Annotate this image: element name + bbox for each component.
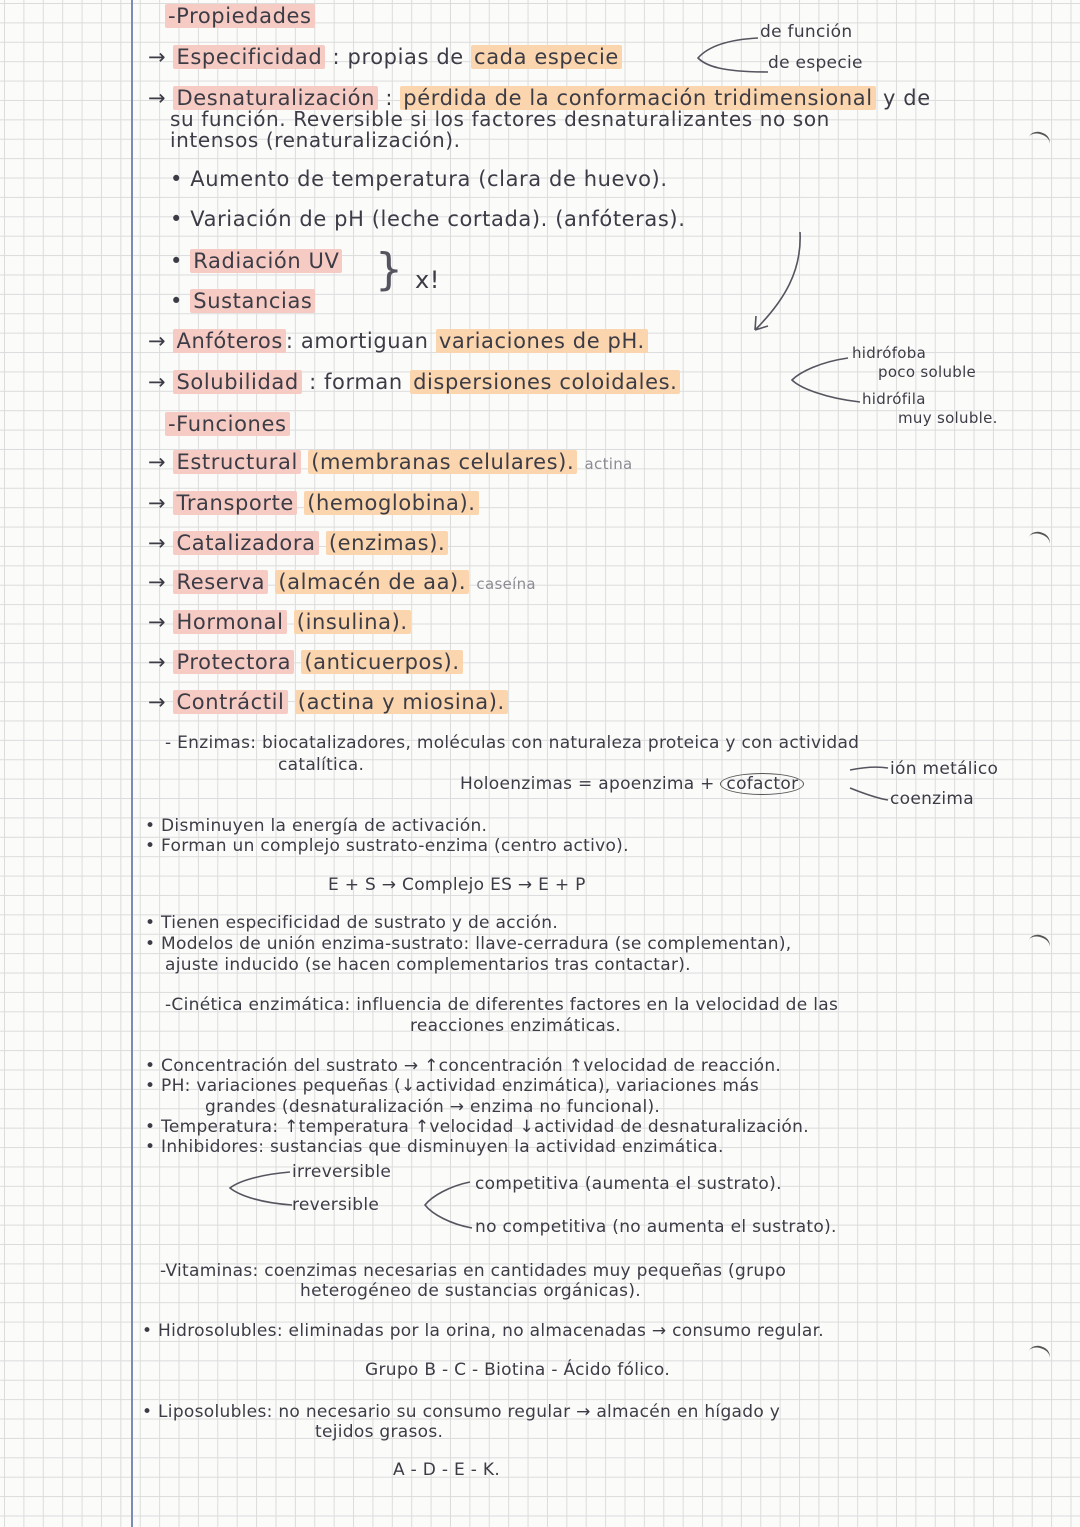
arrow-right-icon: → bbox=[148, 531, 167, 555]
enzyme-bullet-4-cont: ajuste inducido (se hacen complementarios tras contactar). bbox=[165, 955, 691, 975]
solubility-hydrophilic: hidrófila bbox=[862, 390, 926, 408]
denaturation-crossed-1: • Radiación UV bbox=[170, 249, 342, 273]
cofactor-circled: cofactor bbox=[720, 773, 804, 795]
cofactor-branch-top bbox=[850, 767, 888, 770]
function-name: Reserva bbox=[173, 570, 268, 594]
function-note: actina bbox=[584, 455, 633, 473]
arrow-right-icon: → bbox=[148, 570, 167, 594]
denaturation-factor-2: • Variación de pH (leche cortada). (anfóteras). bbox=[170, 207, 686, 231]
function-detail: (actina y miosina). bbox=[295, 690, 508, 714]
reversible-competitive: competitiva (aumenta el sustrato). bbox=[475, 1174, 782, 1194]
cofactor-type-metal-ion: ión metálico bbox=[890, 759, 999, 779]
vitamins-hydrosoluble: • Hidrosolubles: eliminadas por la orina, no almacenadas → consumo regular. bbox=[142, 1321, 824, 1341]
arrow-right-icon: → bbox=[148, 86, 167, 110]
kinetics-factor-4: • Inhibidores: sustancias que disminuyen la actividad enzimática. bbox=[145, 1137, 724, 1157]
vitamins-liposoluble-cont: tejidos grasos. bbox=[315, 1422, 444, 1442]
properties-title-text: -Propiedades bbox=[165, 4, 315, 28]
solubility-low: poco soluble bbox=[878, 363, 977, 381]
function-name: Transporte bbox=[173, 491, 296, 515]
arrow-right-icon: → bbox=[148, 650, 167, 674]
specificity-branch-function: de función bbox=[760, 22, 853, 42]
reversible-branch-lines bbox=[425, 1182, 472, 1228]
arrow-right-icon: → bbox=[148, 370, 167, 394]
function-name: Catalizadora bbox=[173, 531, 318, 555]
kinetics-line-2: reacciones enzimáticas. bbox=[410, 1016, 621, 1036]
functions-title-text: -Funciones bbox=[165, 412, 290, 436]
denaturation-crossed-2: • Sustancias bbox=[170, 289, 315, 313]
amphoteric-sep: : bbox=[285, 329, 294, 353]
cross-mark: x! bbox=[415, 266, 441, 294]
denaturation-highlight: pérdida de la conformación tridimensional bbox=[400, 86, 875, 110]
inhibitor-reversible: reversible bbox=[292, 1195, 380, 1215]
enzyme-bullet-2: • Forman un complejo sustrato-enzima (centro activo). bbox=[145, 836, 629, 856]
kinetics-factor-3: • Temperatura: ↑temperatura ↑velocidad ↓actividad de desnaturalización. bbox=[145, 1117, 809, 1137]
amphoteric-text: amortiguan bbox=[300, 329, 429, 353]
arrow-right-icon: → bbox=[148, 690, 167, 714]
enzymes-line-2: catalítica. bbox=[278, 755, 365, 775]
reversible-noncompetitive: no competitiva (no aumenta el sustrato). bbox=[475, 1217, 837, 1237]
solubility-highlight: dispersiones coloidales. bbox=[410, 370, 680, 394]
function-note: caseína bbox=[476, 575, 536, 593]
specificity-term: Especificidad bbox=[173, 45, 325, 69]
crossed-radiation: Radiación UV bbox=[190, 249, 342, 273]
cofactor-branch-bottom bbox=[850, 788, 888, 800]
specificity-text: propias de bbox=[347, 45, 464, 69]
amphoteric-link-arrow bbox=[755, 232, 800, 330]
inhibitor-branch-lines bbox=[230, 1172, 292, 1205]
holoenzyme-left: Holoenzimas = apoenzima + bbox=[460, 774, 715, 794]
specificity-branch-lines bbox=[698, 38, 768, 72]
arrow-right-icon: → bbox=[148, 610, 167, 634]
vitamins-liposoluble: • Liposolubles: no necesario su consumo regular → almacén en hígado y bbox=[142, 1402, 781, 1422]
enzyme-bullet-4: • Modelos de unión enzima-sustrato: llave-cerradura (se complementan), bbox=[145, 934, 792, 954]
denaturation-term: Desnaturalización bbox=[173, 86, 378, 110]
specificity-sep: : bbox=[332, 45, 341, 69]
inhibitor-irreversible: irreversible bbox=[292, 1162, 392, 1182]
solubility-sep: : bbox=[309, 370, 317, 394]
arrow-right-icon: → bbox=[148, 450, 167, 474]
function-detail: (hemoglobina). bbox=[304, 491, 478, 515]
solubility-term: Solubilidad bbox=[173, 370, 301, 394]
function-detail: (insulina). bbox=[294, 610, 411, 634]
kinetics-line-1: -Cinética enzimática: influencia de diferentes factores en la velocidad de las bbox=[165, 995, 839, 1015]
denaturation-factor-2-text: Variación de pH (leche cortada). (anfóteras). bbox=[190, 207, 686, 231]
function-name: Estructural bbox=[173, 450, 300, 474]
enzyme-bullet-1: • Disminuyen la energía de activación. bbox=[145, 816, 488, 836]
function-detail: (almacén de aa). bbox=[275, 570, 469, 594]
vitamins-hydro-group: Grupo B - C - Biotina - Ácido fólico. bbox=[365, 1360, 671, 1380]
arrow-right-icon: → bbox=[148, 491, 167, 515]
kinetics-factor-2: • PH: variaciones pequeñas (↓actividad enzimática), variaciones más bbox=[145, 1076, 760, 1096]
function-detail: (anticuerpos). bbox=[301, 650, 462, 674]
vitamins-line-2: heterogéneo de sustancias orgánicas). bbox=[300, 1281, 641, 1301]
solubility-branch-lines bbox=[792, 358, 860, 402]
denaturation-factor-1-text: Aumento de temperatura (clara de huevo). bbox=[190, 167, 668, 191]
denaturation-line-3: intensos (renaturalización). bbox=[170, 128, 461, 152]
denaturation-factor-1: • Aumento de temperatura (clara de huevo). bbox=[170, 167, 668, 191]
kinetics-factor-1: • Concentración del sustrato → ↑concentración ↑velocidad de reacción. bbox=[145, 1056, 782, 1076]
function-name: Protectora bbox=[173, 650, 294, 674]
right-brace-icon: } bbox=[375, 244, 403, 295]
enzyme-bullet-3: • Tienen especificidad de sustrato y de acción. bbox=[145, 913, 559, 933]
specificity-highlight: cada especie bbox=[471, 45, 622, 69]
function-name: Contráctil bbox=[173, 690, 287, 714]
crossed-substances: Sustancias bbox=[190, 289, 315, 313]
arrow-right-icon: → bbox=[148, 45, 167, 69]
solubility-high: muy soluble. bbox=[898, 409, 998, 427]
amphoteric-highlight: variaciones de pH. bbox=[436, 329, 648, 353]
function-detail: (membranas celulares). bbox=[308, 450, 577, 474]
enzyme-equation: E + S → Complejo ES → E + P bbox=[328, 875, 586, 895]
vitamins-lipo-group: A - D - E - K. bbox=[393, 1460, 501, 1480]
amphoteric-term: Anfóteros bbox=[173, 329, 285, 353]
cofactor-type-coenzyme: coenzima bbox=[890, 789, 975, 809]
vitamins-line-1: -Vitaminas: coenzimas necesarias en cantidades muy pequeñas (grupo bbox=[160, 1261, 787, 1281]
specificity-branch-species: de especie bbox=[768, 53, 863, 73]
function-detail: (enzimas). bbox=[326, 531, 448, 555]
kinetics-factor-2-cont: grandes (desnaturalización → enzima no funcional). bbox=[205, 1097, 661, 1117]
enzymes-line-1: - Enzimas: biocatalizadores, moléculas con naturaleza proteica y con actividad bbox=[165, 733, 860, 753]
solubility-hydrophobic: hidrófoba bbox=[852, 344, 927, 362]
function-name: Hormonal bbox=[173, 610, 286, 634]
denaturation-sep: : bbox=[385, 86, 394, 110]
solubility-text: forman bbox=[324, 370, 403, 394]
denaturation-line-2: su función. Reversible si los factores desnaturalizantes no son bbox=[170, 107, 830, 131]
denaturation-line1-rest: y de bbox=[882, 86, 931, 110]
arrow-right-icon: → bbox=[148, 329, 167, 353]
